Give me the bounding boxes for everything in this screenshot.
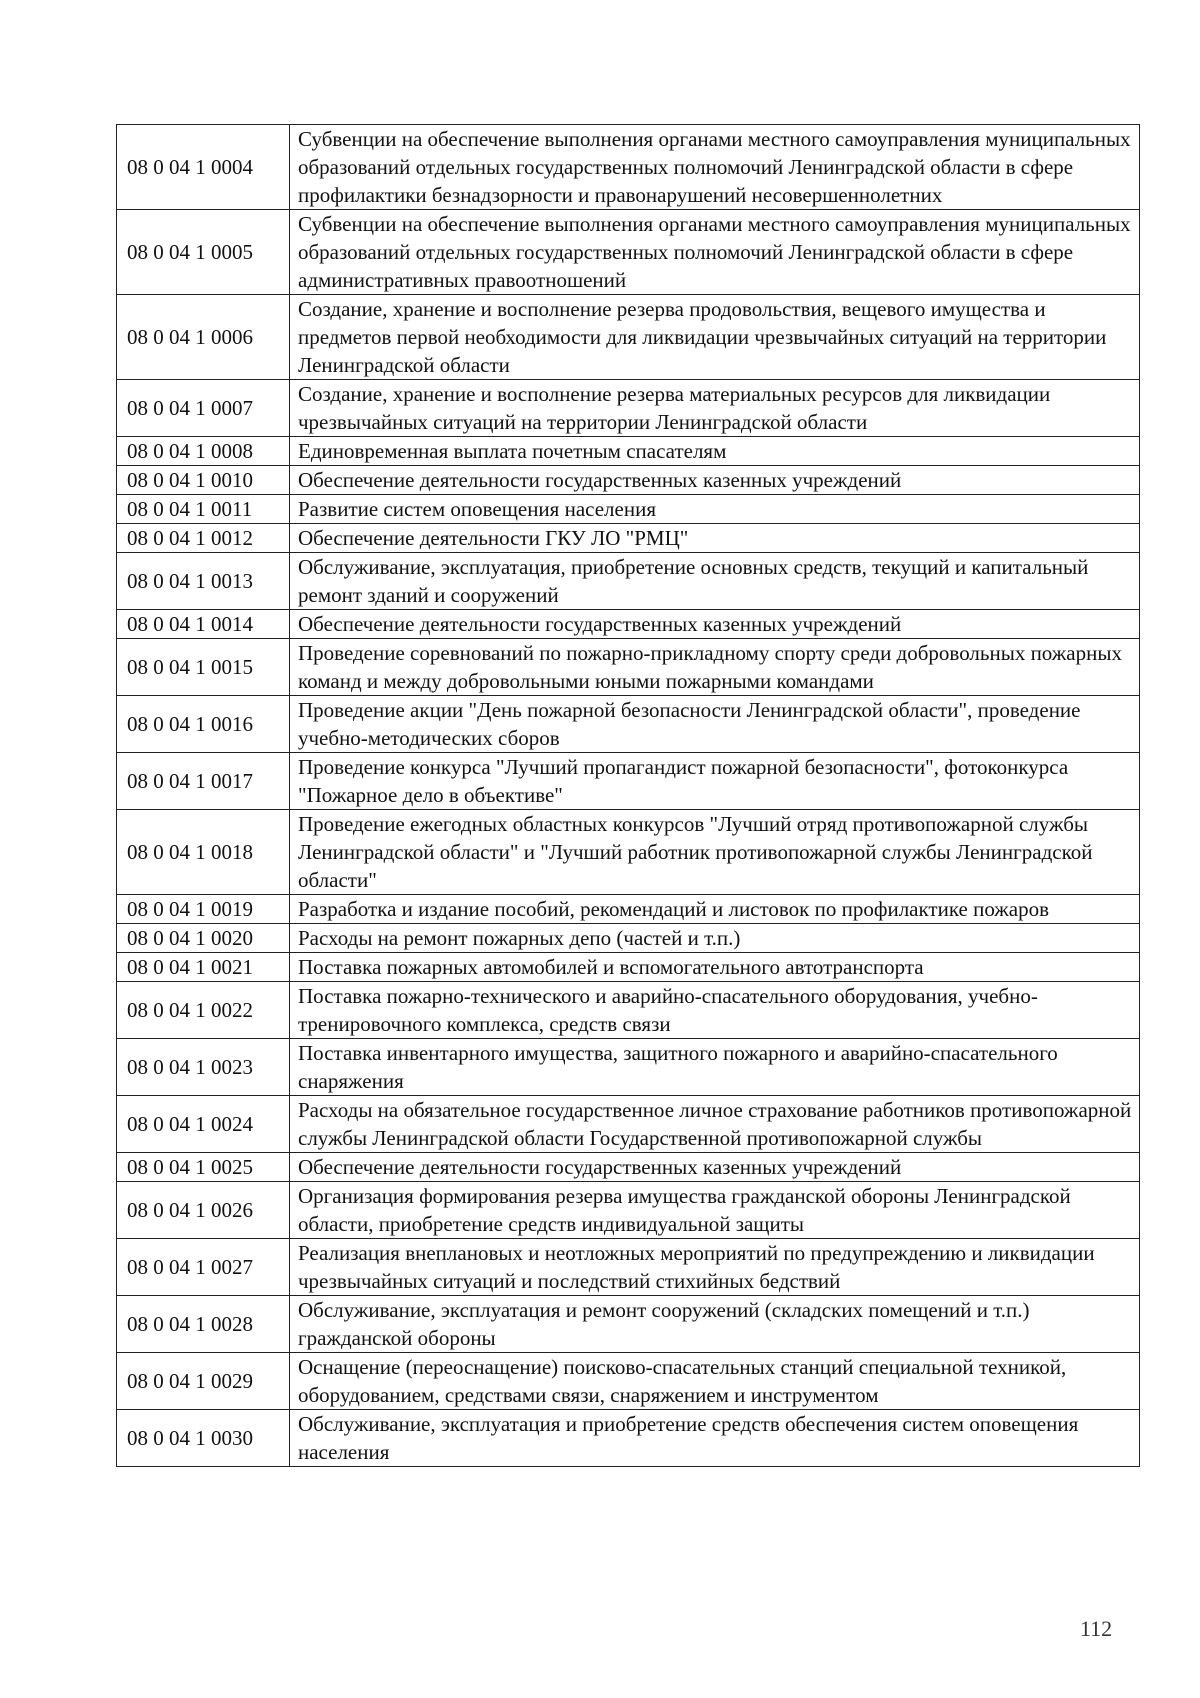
row-code: 08 0 04 1 0011: [117, 495, 290, 524]
table-row: [117, 553, 1140, 610]
row-code: 08 0 04 1 0028: [117, 1296, 290, 1353]
table-row: [117, 524, 1140, 553]
row-code: 08 0 04 1 0025: [117, 1153, 290, 1182]
table-row: [117, 696, 1140, 753]
row-code: 08 0 04 1 0004: [117, 125, 290, 210]
row-description: Проведение ежегодных областных конкурсов "Лучший отряд противопожарной службы Ленинградской области" и "Лучший работник противопожарной службы Ленинградской области": [290, 810, 1140, 895]
row-code: 08 0 04 1 0005: [117, 210, 290, 295]
row-description: Создание, хранение и восполнение резерва продовольствия, вещевого имущества и предметов первой необходимости для ликвидации чрезвычайных ситуаций на территории Ленинградской области: [290, 295, 1140, 380]
row-description: Создание, хранение и восполнение резерва материальных ресурсов для ликвидации чрезвычайных ситуаций на территории Ленинградской области: [290, 380, 1140, 437]
row-code: 08 0 04 1 0013: [117, 553, 290, 610]
row-code: 08 0 04 1 0016: [117, 696, 290, 753]
table-row: [117, 437, 1140, 466]
table-row: [117, 125, 1140, 210]
table-row: [117, 1353, 1140, 1410]
table-row: [117, 1153, 1140, 1182]
row-code: 08 0 04 1 0021: [117, 953, 290, 982]
table-row: [117, 1296, 1140, 1353]
table-row: [117, 1410, 1140, 1467]
row-code: 08 0 04 1 0012: [117, 524, 290, 553]
row-code: 08 0 04 1 0023: [117, 1039, 290, 1096]
table-row: [117, 1096, 1140, 1153]
table-row: [117, 210, 1140, 295]
row-description: Проведение акции "День пожарной безопасности Ленинградской области", проведение учебно-методических сборов: [290, 696, 1140, 753]
table-row: [117, 639, 1140, 696]
row-code: 08 0 04 1 0022: [117, 982, 290, 1039]
table-row: [117, 1239, 1140, 1296]
row-code: 08 0 04 1 0019: [117, 895, 290, 924]
row-code: 08 0 04 1 0027: [117, 1239, 290, 1296]
table-row: [117, 495, 1140, 524]
row-description: Обслуживание, эксплуатация, приобретение основных средств, текущий и капитальный ремонт зданий и сооружений: [290, 553, 1140, 610]
row-description: Обеспечение деятельности государственных казенных учреждений: [290, 466, 1140, 495]
row-description: Расходы на ремонт пожарных депо (частей и т.п.): [290, 924, 1140, 953]
row-description: Поставка пожарных автомобилей и вспомогательного автотранспорта: [290, 953, 1140, 982]
row-description: Реализация внеплановых и неотложных мероприятий по предупреждению и ликвидации чрезвычайных ситуаций и последствий стихийных бедствий: [290, 1239, 1140, 1296]
row-description: Организация формирования резерва имущества гражданской обороны Ленинградской области, приобретение средств индивидуальной защиты: [290, 1182, 1140, 1239]
row-description: Расходы на обязательное государственное личное страхование работников противопожарной службы Ленинградской области Государственной противопожарной службы: [290, 1096, 1140, 1153]
row-description: Обслуживание, эксплуатация и приобретение средств обеспечения систем оповещения населения: [290, 1410, 1140, 1467]
table-row: [117, 810, 1140, 895]
row-code: 08 0 04 1 0008: [117, 437, 290, 466]
table-body: [117, 125, 1140, 1467]
row-code: 08 0 04 1 0014: [117, 610, 290, 639]
table-row: [117, 924, 1140, 953]
row-description: Обслуживание, эксплуатация и ремонт сооружений (складских помещений и т.п.) гражданской обороны: [290, 1296, 1140, 1353]
page-number: 112: [1080, 1616, 1113, 1641]
row-description: Проведение конкурса "Лучший пропагандист пожарной безопасности", фотоконкурса "Пожарное дело в объективе": [290, 753, 1140, 810]
row-description: Обеспечение деятельности государственных казенных учреждений: [290, 1153, 1140, 1182]
table-row: [117, 953, 1140, 982]
table-row: [117, 753, 1140, 810]
row-description: Проведение соревнований по пожарно-прикладному спорту среди добровольных пожарных команд и между добровольными юными пожарными командами: [290, 639, 1140, 696]
row-description: Разработка и издание пособий, рекомендаций и листовок по профилактике пожаров: [290, 895, 1140, 924]
table-row: [117, 380, 1140, 437]
row-code: 08 0 04 1 0017: [117, 753, 290, 810]
row-code: 08 0 04 1 0024: [117, 1096, 290, 1153]
row-description: Субвенции на обеспечение выполнения органами местного самоуправления муниципальных образований отдельных государственных полномочий Ленинградской области в сфере административных правоотношений: [290, 210, 1140, 295]
row-code: 08 0 04 1 0026: [117, 1182, 290, 1239]
row-code: 08 0 04 1 0006: [117, 295, 290, 380]
row-description: Оснащение (переоснащение) поисково-спасательных станций специальной техникой, оборудованием, средствами связи, снаряжением и инструментом: [290, 1353, 1140, 1410]
row-code: 08 0 04 1 0030: [117, 1410, 290, 1467]
row-description: Субвенции на обеспечение выполнения органами местного самоуправления муниципальных образований отдельных государственных полномочий Ленинградской области в сфере профилактики безнадзорности и правонарушений несовершеннолетних: [290, 125, 1140, 210]
row-code: 08 0 04 1 0007: [117, 380, 290, 437]
row-description: Развитие систем оповещения населения: [290, 495, 1140, 524]
row-description: Поставка инвентарного имущества, защитного пожарного и аварийно-спасательного снаряжения: [290, 1039, 1140, 1096]
table-row: [117, 895, 1140, 924]
table-row: [117, 295, 1140, 380]
row-description: Обеспечение деятельности ГКУ ЛО "РМЦ": [290, 524, 1140, 553]
table-row: [117, 610, 1140, 639]
row-code: 08 0 04 1 0018: [117, 810, 290, 895]
row-code: 08 0 04 1 0029: [117, 1353, 290, 1410]
table-row: [117, 466, 1140, 495]
table-row: [117, 982, 1140, 1039]
budget-code-table: [116, 124, 1140, 1467]
table-row: [117, 1182, 1140, 1239]
row-code: 08 0 04 1 0015: [117, 639, 290, 696]
row-code: 08 0 04 1 0020: [117, 924, 290, 953]
row-code: 08 0 04 1 0010: [117, 466, 290, 495]
row-description: Единовременная выплата почетным спасателям: [290, 437, 1140, 466]
table-row: [117, 1039, 1140, 1096]
row-description: Обеспечение деятельности государственных казенных учреждений: [290, 610, 1140, 639]
row-description: Поставка пожарно-технического и аварийно-спасательного оборудования, учебно-тренировочного комплекса, средств связи: [290, 982, 1140, 1039]
